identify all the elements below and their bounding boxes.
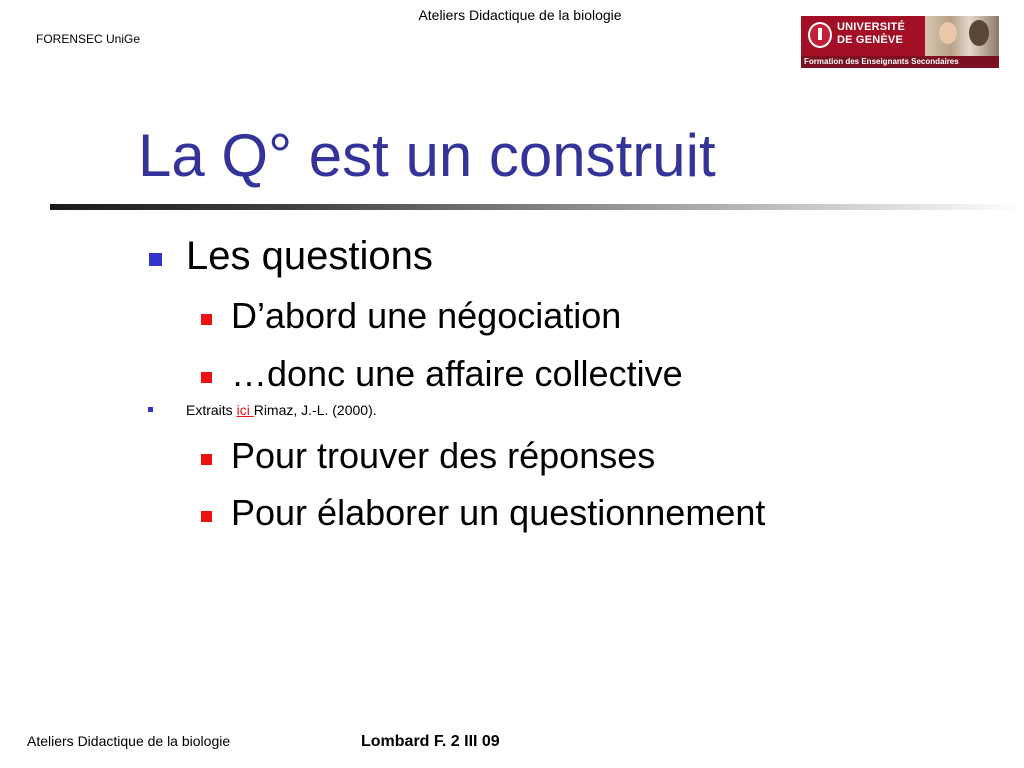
logo-name-line2: DE GENÈVE xyxy=(837,34,903,46)
crest-icon xyxy=(808,22,832,48)
slide-title: La Q° est un construit xyxy=(138,122,716,189)
logo-photo xyxy=(925,16,999,56)
extract-link[interactable]: ici xyxy=(236,402,254,418)
bullet-text: Les questions xyxy=(186,234,433,278)
header-course-title: Ateliers Didactique de la biologie xyxy=(418,7,622,23)
bullet-square-icon xyxy=(201,314,212,325)
bullet-les-questions xyxy=(186,232,433,280)
logo-band-text: Formation des Enseignants Secondaires xyxy=(801,56,999,68)
university-logo xyxy=(801,16,999,68)
bullet-extraits xyxy=(186,401,377,419)
bullet-affaire-collective xyxy=(231,353,683,395)
extract-prefix: Extraits xyxy=(186,402,237,418)
bullet-text: Pour élaborer un questionnement xyxy=(231,492,766,533)
bullet-negociation xyxy=(231,295,621,337)
bullet-square-icon xyxy=(148,407,153,412)
footer-course-title: Ateliers Didactique de la biologie xyxy=(27,733,231,749)
logo-name-line1: UNIVERSITÉ xyxy=(837,21,906,33)
logo-university-name xyxy=(837,21,905,47)
bullet-text: …donc une affaire collective xyxy=(231,353,683,394)
bullet-square-icon xyxy=(201,372,212,383)
bullet-elaborer-questionnement xyxy=(231,492,765,534)
bullet-square-icon xyxy=(201,511,212,522)
bullet-trouver-reponses xyxy=(231,435,655,477)
title-divider xyxy=(50,204,1024,210)
bullet-text: Pour trouver des réponses xyxy=(231,435,656,476)
header-organization: FORENSEC UniGe xyxy=(36,32,141,46)
bullet-text: D’abord une négociation xyxy=(231,295,622,336)
extract-reference: Rimaz, J.-L. (2000). xyxy=(253,402,377,418)
bullet-square-icon xyxy=(149,253,162,266)
bullet-square-icon xyxy=(201,454,212,465)
footer-author-date: Lombard F. 2 III 09 xyxy=(361,733,500,750)
logo-red-panel xyxy=(801,16,925,56)
